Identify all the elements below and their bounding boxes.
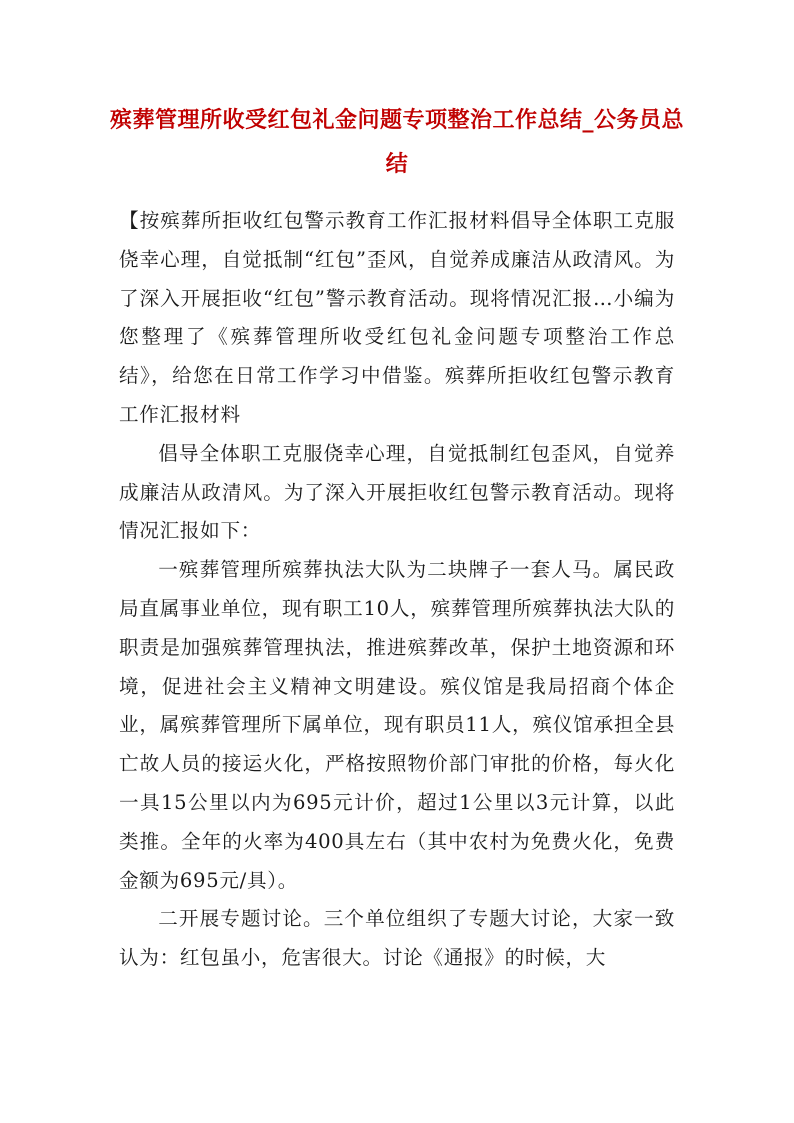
document-body <box>119 202 675 978</box>
paragraph-intro: 【按殡葬所拒收红包警示教育工作汇报材料倡导全体职工克服侥幸心理，自觉抵制“红包”歪风，自觉养成廉洁从政清风。为了深入开展拒收“红包”警示教育活动。现将情况汇报…小编为您整理了《殡葬管理所收受红包礼金问题专项整治工作总结》，给您在日常工作学习中借鉴。殡葬所拒收红包警示教育工作汇报材料 <box>119 209 675 426</box>
document-title: 殡葬管理所收受红包礼金问题专项整治工作总结_公务员总结 <box>110 107 685 177</box>
paragraph-section-two: 二开展专题讨论。三个单位组织了专题大讨论，大家一致认为：红包虽小，危害很大。讨论《通报》的时候，大 <box>119 907 675 970</box>
paragraph-advocacy: 倡导全体职工克服侥幸心理，自觉抵制红包歪风，自觉养成廉洁从政清风。为了深入开展拒收红包警示教育活动。现将情况汇报如下： <box>119 441 675 543</box>
paragraph-section-one: 一殡葬管理所殡葬执法大队为二块牌子一套人马。属民政局直属事业单位，现有职工10人，殡葬管理所殡葬执法大队的职责是加强殡葬管理执法，推进殡葬改革，保护土地资源和环境，促进社会主义精神文明建设。殡仪馆是我局招商个体企业，属殡葬管理所下属单位，现有职员11人，殡仪馆承担全县亡故人员的接运火化，严格按照物价部门审批的价格，每火化一具15公里以内为695元计价，超过1公里以3元计算，以此类推。全年的火率为400具左右（其中农村为免费火化，免费金额为695元/具）。 <box>119 558 675 892</box>
